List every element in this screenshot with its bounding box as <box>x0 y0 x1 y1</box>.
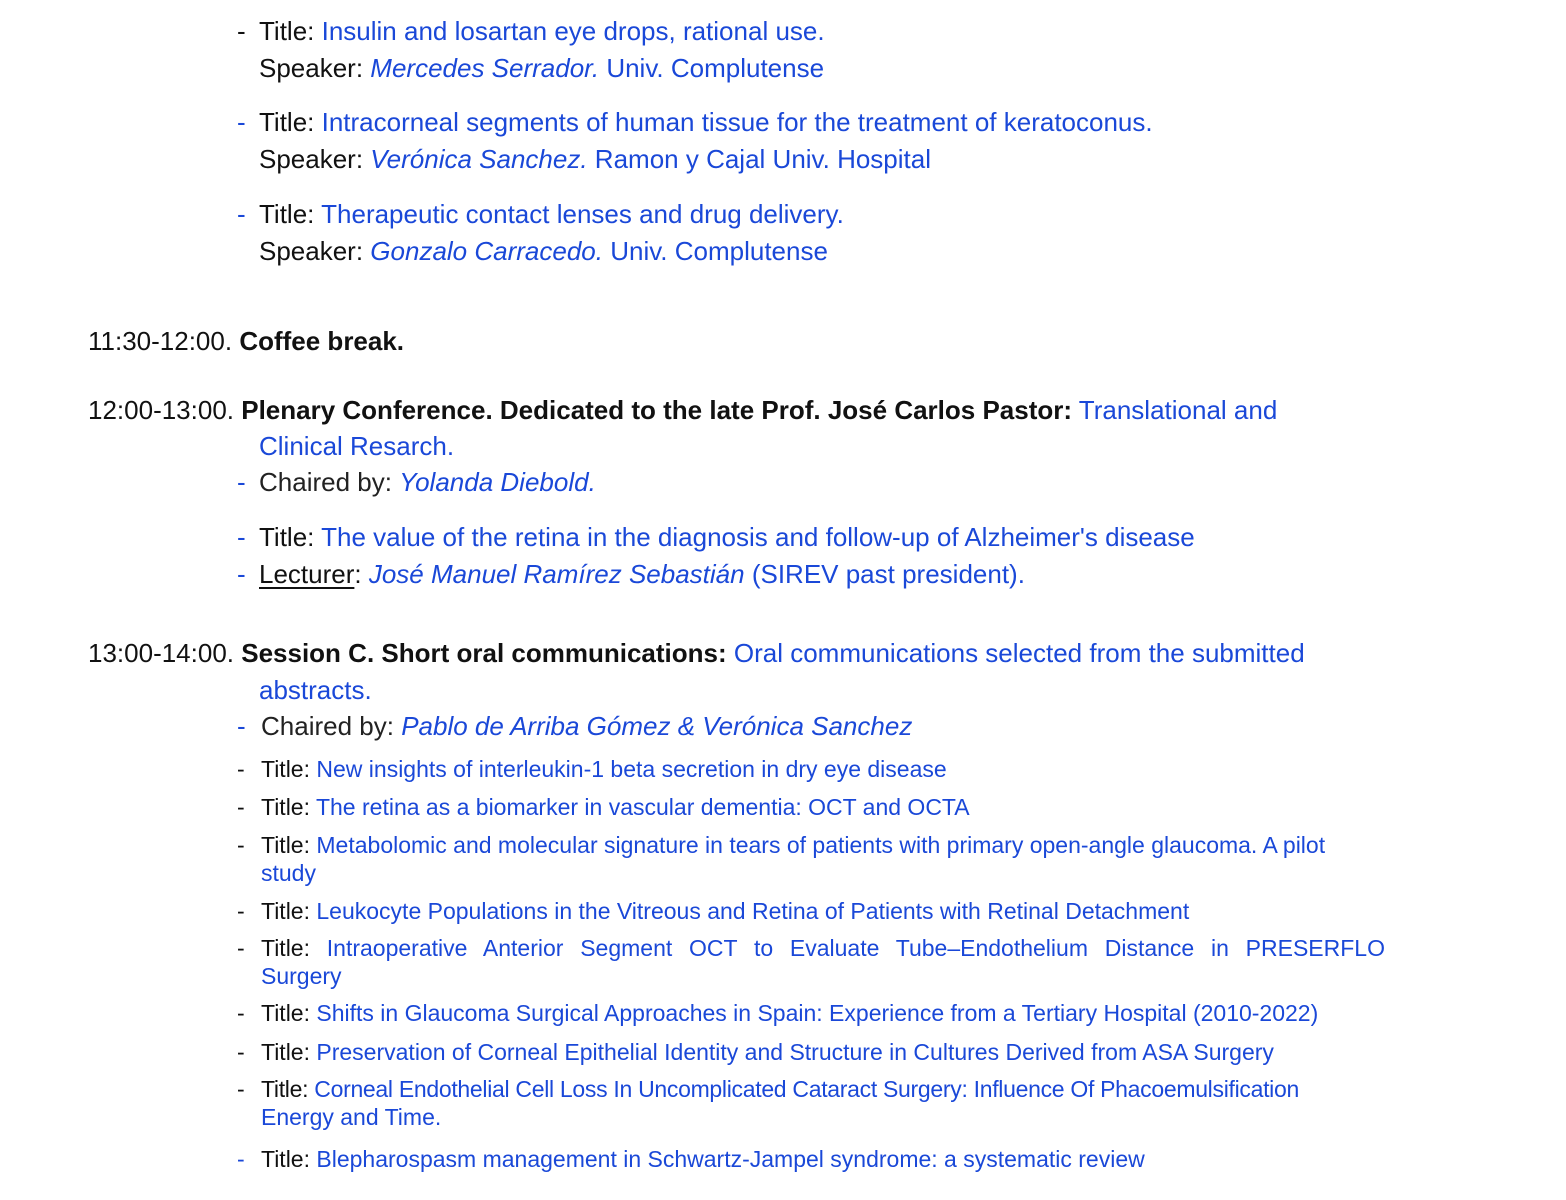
talk-title: Therapeutic contact lenses and drug delivery. <box>321 199 844 229</box>
chair-line <box>261 711 912 742</box>
speaker-affiliation: Univ. Complutense <box>599 53 825 83</box>
abstract-title-line <box>261 1076 1299 1103</box>
abstract-title: Intraoperative Anterior Segment OCT to Evaluate Tube–Endothelium Distance in PRESERFLO <box>326 935 1385 961</box>
title-label: Title: <box>261 1000 317 1026</box>
talk-title-line <box>259 107 1153 138</box>
abstract-title-continued: study <box>261 860 316 886</box>
title-label: Title: <box>261 832 317 858</box>
abstract-title-continued: Surgery <box>261 963 342 989</box>
plenary-topic: Translational and <box>1072 395 1278 425</box>
title-label: Title: <box>261 935 327 961</box>
abstract-title: Corneal Endothelial Cell Loss In Uncomplicated Cataract Surgery: Influence Of Phacoemulsification <box>314 1076 1299 1102</box>
list-dash: - <box>237 1039 245 1065</box>
title-label: Title: <box>261 1146 317 1172</box>
time-label: 11:30-12:00. <box>88 326 240 356</box>
list-dash: - <box>237 107 246 137</box>
title-label: Title: <box>259 199 322 229</box>
list-dash: - <box>237 1076 245 1102</box>
plenary-title-line <box>259 522 1195 553</box>
list-dash: - <box>237 794 245 820</box>
list-dash: - <box>237 756 245 782</box>
list-dash: - <box>237 1146 245 1172</box>
abstract-title-continued: Energy and Time. <box>261 1104 442 1130</box>
abstract-title-line <box>261 832 1325 859</box>
list-dash: - <box>237 16 246 46</box>
plenary-title: The value of the retina in the diagnosis and follow-up of Alzheimer's disease <box>321 522 1195 552</box>
title-label: Title: <box>261 1039 317 1065</box>
abstract-title-line <box>261 935 1385 962</box>
abstract-title: Shifts in Glaucoma Surgical Approaches in Spain: Experience from a Tertiary Hospital (2010-2022) <box>316 1000 1319 1026</box>
plenary-row <box>88 395 1277 426</box>
time-label: 13:00-14:00. <box>88 638 242 668</box>
abstract-title-line <box>261 1000 1318 1027</box>
list-dash: - <box>237 935 245 961</box>
session-c-row <box>88 638 1305 669</box>
abstract-title: Blepharospasm management in Schwartz-Jampel syndrome: a systematic review <box>316 1146 1145 1172</box>
lecturer-label: Lecturer <box>259 559 355 589</box>
abstract-title: The retina as a biomarker in vascular dementia: OCT and OCTA <box>315 794 970 820</box>
list-dash: - <box>237 199 246 229</box>
list-dash: - <box>237 832 245 858</box>
title-label: Title: <box>261 794 316 820</box>
lecturer-name: José Manuel Ramírez Sebastián <box>368 559 745 589</box>
abstract-title-line <box>261 794 970 821</box>
list-dash: - <box>237 559 246 589</box>
list-dash: - <box>237 1000 245 1026</box>
title-label: Title: <box>259 107 322 137</box>
plenary-heading: Plenary Conference. Dedicated to the late Prof. José Carlos Pastor: <box>241 395 1073 425</box>
abstract-title: Preservation of Corneal Epithelial Identity and Structure in Cultures Derived from ASA Surgery <box>316 1039 1274 1065</box>
abstract-title: Metabolomic and molecular signature in tears of patients with primary open-angle glaucoma. A pilot <box>316 832 1326 858</box>
speaker-affiliation: Univ. Complutense <box>602 236 828 266</box>
abstract-title-line <box>261 1146 1145 1173</box>
speaker-label: Speaker: <box>259 53 371 83</box>
talk-title: Intracorneal segments of human tissue for the treatment of keratoconus. <box>321 107 1153 137</box>
plenary-topic-continued: Clinical Resarch. <box>259 431 455 461</box>
coffee-break-row <box>88 326 404 357</box>
list-dash: - <box>237 522 246 552</box>
chair-label: Chaired by: <box>259 467 400 497</box>
session-c-topic: Oral communications selected from the submitted <box>726 638 1305 668</box>
session-c-heading: Session C. Short oral communications: <box>241 638 727 668</box>
chair-name: Pablo de Arriba Gómez & Verónica Sanchez <box>401 711 913 741</box>
talk-title-line <box>259 199 844 230</box>
list-dash: - <box>237 467 246 497</box>
talk-title: Insulin and losartan eye drops, rational use. <box>321 16 825 46</box>
speaker-line <box>259 53 824 84</box>
title-label: Title: <box>259 16 322 46</box>
speaker-name: Verónica Sanchez. <box>370 144 588 174</box>
time-label: 12:00-13:00. <box>88 395 242 425</box>
abstract-title: New insights of interleukin-1 beta secretion in dry eye disease <box>316 756 947 782</box>
session-c-topic-continued: abstracts. <box>259 675 372 705</box>
abstract-title-line <box>261 898 1189 925</box>
chair-line <box>259 467 596 498</box>
list-dash: - <box>237 898 245 924</box>
chair-label: Chaired by: <box>261 711 402 741</box>
lecturer-colon: : <box>354 559 369 589</box>
title-label: Title: <box>261 756 317 782</box>
lecturer-note: (SIREV past president). <box>744 559 1025 589</box>
title-label: Title: <box>261 898 317 924</box>
talk-title-line <box>259 16 825 47</box>
title-label: Title: <box>261 1076 315 1102</box>
speaker-name: Gonzalo Carracedo. <box>370 236 603 266</box>
speaker-label: Speaker: <box>259 144 371 174</box>
abstract-title-line <box>261 1039 1274 1066</box>
abstract-title-line <box>261 756 947 783</box>
chair-name: Yolanda Diebold. <box>399 467 596 497</box>
speaker-name: Mercedes Serrador. <box>370 53 600 83</box>
lecturer-line <box>259 559 1025 590</box>
abstract-title: Leukocyte Populations in the Vitreous and Retina of Patients with Retinal Detachment <box>316 898 1190 924</box>
speaker-line <box>259 236 828 267</box>
speaker-affiliation: Ramon y Cajal Univ. Hospital <box>587 144 931 174</box>
speaker-line <box>259 144 931 175</box>
speaker-label: Speaker: <box>259 236 371 266</box>
title-label: Title: <box>259 522 322 552</box>
coffee-break-heading: Coffee break. <box>239 326 405 356</box>
list-dash: - <box>237 711 246 741</box>
